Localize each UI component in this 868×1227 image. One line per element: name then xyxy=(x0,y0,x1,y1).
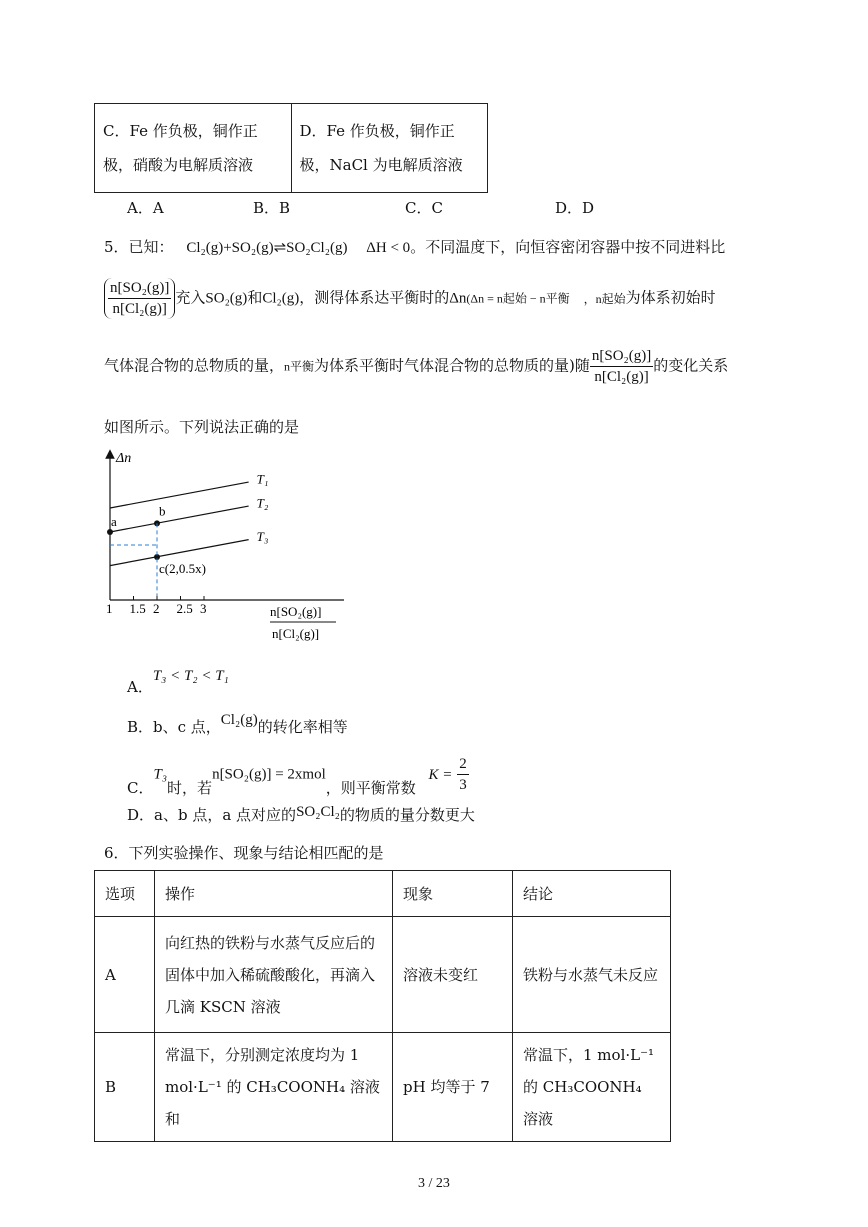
x-tick-label: 2 xyxy=(153,601,160,616)
delta-n-chart xyxy=(94,448,354,648)
option-a-label: A． xyxy=(127,678,153,696)
q5-option-a[interactable] xyxy=(127,664,229,696)
option-d-species: SO₂Cl₂ xyxy=(296,804,340,820)
n-eq: n平衡 xyxy=(284,359,315,374)
reaction-equation: Cl₂(g)+SO₂(g)⇌SO₂Cl₂(g) xyxy=(186,240,348,256)
feed-ratio-den: n[Cl₂(g)] xyxy=(112,301,167,317)
header-operation: 操作 xyxy=(155,871,393,917)
choice-a[interactable]: A．A xyxy=(127,199,164,217)
header-option: 选项 xyxy=(95,871,155,917)
point-label-b: b xyxy=(159,503,166,519)
options-table xyxy=(94,103,488,193)
enthalpy: ΔH < 0 xyxy=(366,240,411,256)
option-c-cell: C．Fe 作负极，铜作正极，硝酸为电解质溶液 xyxy=(95,104,292,193)
point-label-a: a xyxy=(111,514,117,529)
q5-text: 气体混合物的总物质的量， xyxy=(104,356,285,375)
q5-text: ，测得体系达平衡时的 xyxy=(299,288,450,307)
row-b-conclusion: 常温下，1 mol·L⁻¹ 的 CH₃COONH₄ 溶液 xyxy=(513,1033,671,1142)
row-a-observation: 溶液未变红 xyxy=(393,917,513,1033)
table-row xyxy=(95,1033,671,1142)
q5-intro-suffix: 。不同温度下，向恒容密闭容器中按不同进料比 xyxy=(410,238,726,256)
q5-line4: 如图所示。下列说法正确的是 xyxy=(104,418,300,436)
ratio-inline-den: n[Cl₂(g)] xyxy=(594,369,649,385)
q5-text: 和 xyxy=(247,288,263,307)
delta-n-definition: (Δn = n起始 − n平衡 xyxy=(466,291,570,306)
q5-line2 xyxy=(104,278,716,319)
row-a-operation: 向红热的铁粉与水蒸气反应后的固体中加入稀硫酸酸化，再滴入几滴 KSCN 溶液 xyxy=(155,917,393,1033)
x-label-den: n[Cl₂(g)] xyxy=(272,626,320,641)
option-b-text: 的转化率相等 xyxy=(257,718,348,736)
point-label-c: c(2,0.5x) xyxy=(159,560,206,576)
q4-choices xyxy=(127,197,827,217)
k-num: 2 xyxy=(457,754,469,775)
option-c-temp: T₃ xyxy=(153,766,168,783)
series-label-1: T₁ xyxy=(256,471,269,487)
x-tick-label: 3 xyxy=(200,601,207,616)
q5-text: 充入 xyxy=(175,288,206,307)
q6-stem: 6．下列实验操作、现象与结论相匹配的是 xyxy=(104,844,384,862)
series-label-2: T₂ xyxy=(256,495,269,511)
choice-c[interactable]: C．C xyxy=(405,199,443,217)
series-line-2 xyxy=(110,506,249,532)
option-a-expr: T₃ < T₂ < T₁ xyxy=(152,668,229,684)
x-label-num: n[SO₂(g)] xyxy=(270,604,322,619)
series-line-1 xyxy=(110,482,249,508)
option-c-text: 时，若 xyxy=(167,778,213,797)
feed-ratio xyxy=(104,278,175,319)
q5-text: 的变化关系 xyxy=(653,356,729,375)
option-b-species: Cl₂(g) xyxy=(220,712,258,728)
q5-text: 为体系平衡时气体混合物的总物质的量)随 xyxy=(314,356,590,375)
option-d-cell: D．Fe 作负极，铜作正极，NaCl 为电解质溶液 xyxy=(291,104,488,193)
row-b-operation: 常温下，分别测定浓度均为 1 mol·L⁻¹ 的 CH₃COONH₄ 溶液和 xyxy=(155,1033,393,1142)
option-c-k: K = xyxy=(428,766,453,783)
n-start: ，n起始 xyxy=(583,291,626,306)
choice-b[interactable]: B．B xyxy=(253,199,291,217)
table-row xyxy=(95,917,671,1033)
point-a xyxy=(107,529,113,535)
row-a-conclusion: 铁粉与水蒸气未反应 xyxy=(513,917,671,1033)
q5-line1 xyxy=(104,236,725,257)
header-conclusion: 结论 xyxy=(513,871,671,917)
row-a-option: A xyxy=(95,917,155,1033)
option-c-text: C． xyxy=(127,778,154,797)
q5-line3 xyxy=(104,346,728,387)
option-c-k-frac xyxy=(457,754,469,795)
row-b-observation: pH 均等于 7 xyxy=(393,1033,513,1142)
q5-option-d[interactable] xyxy=(127,800,475,824)
choice-d[interactable]: D．D xyxy=(555,199,595,217)
page-number: 3 / 23 xyxy=(418,1176,450,1191)
x-tick-label: 1 xyxy=(106,601,113,616)
series-label-3: T₃ xyxy=(256,529,269,545)
ratio-inline-num: n[SO₂(g)] xyxy=(590,346,653,367)
q5-label: 5．已知： xyxy=(104,238,174,256)
x-tick-label: 2.5 xyxy=(176,601,193,616)
option-c-equation: n[SO₂(g)] = 2xmol xyxy=(212,766,326,783)
q5-text: 为体系初始时 xyxy=(625,288,716,307)
option-b-text: B．b、c 点， xyxy=(127,718,221,736)
header-observation: 现象 xyxy=(393,871,513,917)
q6-table xyxy=(94,870,671,1142)
q5-option-b[interactable] xyxy=(127,708,348,736)
feed-ratio-num: n[SO₂(g)] xyxy=(108,278,171,299)
delta-n: Δn xyxy=(449,290,467,307)
y-axis-label: Δn xyxy=(116,451,132,466)
option-c-text: ，则平衡常数 xyxy=(325,778,416,797)
table-header-row xyxy=(95,871,671,917)
k-den: 3 xyxy=(459,777,467,793)
x-tick-label: 1.5 xyxy=(129,601,146,616)
q5-option-c[interactable] xyxy=(127,754,469,795)
so2-species: SO₂(g) xyxy=(205,290,248,307)
cl2-species: Cl₂(g) xyxy=(262,290,300,307)
option-d-text: 的物质的量分数更大 xyxy=(339,806,475,824)
option-d-text: D．a、b 点，a 点对应的 xyxy=(127,806,297,824)
ratio-inline xyxy=(590,346,653,387)
row-b-option: B xyxy=(95,1033,155,1142)
